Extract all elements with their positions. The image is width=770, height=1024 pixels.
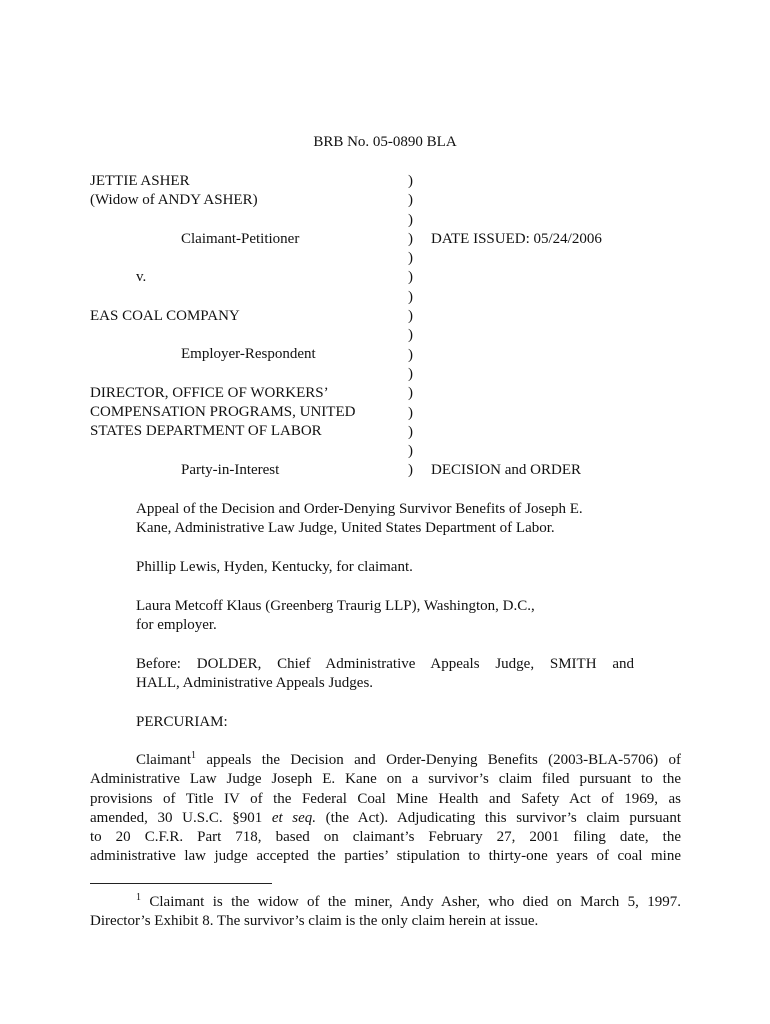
claimant-detail: (Widow of ANDY ASHER) bbox=[90, 192, 258, 208]
counsel-employer-line-1: Laura Metcoff Klaus (Greenberg Traurig LLP), Washington, D.C., bbox=[136, 598, 535, 614]
body-line-5: to 20 C.F.R. Part 718, based on claimant’s February 27, 2001 filing date, the bbox=[90, 829, 681, 846]
footnote-divider bbox=[90, 883, 272, 884]
body-line-6: administrative law judge accepted the parties’ stipulation to thirty-one years of coal mine bbox=[90, 848, 681, 865]
paren: ) bbox=[408, 423, 413, 440]
footnote-line-2: Director’s Exhibit 8. The survivor’s claim is the only claim herein at issue. bbox=[90, 913, 539, 930]
director-line-2: COMPENSATION PROGRAMS, UNITED bbox=[90, 404, 356, 420]
body-line-3: provisions of Title IV of the Federal Coal Mine Health and Safety Act of 1969, as bbox=[90, 790, 681, 807]
paren: ) bbox=[408, 211, 413, 228]
paren: ) bbox=[408, 404, 413, 421]
counsel-employer-line-2: for employer. bbox=[136, 617, 217, 634]
counsel-employer bbox=[136, 597, 636, 636]
body-line-2: Administrative Law Judge Joseph E. Kane on a survivor’s claim filed pursuant to the bbox=[90, 771, 681, 788]
paren: ) bbox=[408, 365, 413, 382]
appeal-line-1: Appeal of the Decision and Order-Denying Survivor Benefits of Joseph E. bbox=[136, 501, 583, 517]
paren: ) bbox=[408, 308, 413, 325]
body-italic: et seq. bbox=[271, 809, 317, 826]
appeal-statement bbox=[136, 500, 636, 539]
paren: ) bbox=[408, 385, 413, 402]
appeal-line-2: Kane, Administrative Law Judge, United States Department of Labor. bbox=[136, 520, 555, 537]
paren: ) bbox=[408, 230, 413, 247]
body-line-4 bbox=[90, 809, 681, 828]
paren: ) bbox=[408, 346, 413, 363]
body-text: (the Act). Adjudicating this survivor’s claim pursuant bbox=[316, 809, 681, 826]
employer-name: EAS COAL COMPANY bbox=[90, 308, 240, 324]
paren: ) bbox=[408, 462, 413, 479]
opinion-paragraph bbox=[90, 751, 681, 867]
director-role: Party-in-Interest bbox=[181, 462, 280, 478]
date-issued: DATE ISSUED: 05/24/2006 bbox=[431, 231, 602, 247]
caption-divider bbox=[408, 172, 413, 481]
footnote-text: Claimant is the widow of the miner, Andy Asher, who died on March 5, 1997. bbox=[141, 894, 681, 910]
body-line-1 bbox=[90, 751, 681, 770]
body-text: amended, 30 U.S.C. §901 bbox=[90, 809, 272, 826]
panel-before bbox=[136, 655, 634, 694]
claimant-name: JETTIE ASHER bbox=[90, 173, 190, 189]
paren: ) bbox=[408, 269, 413, 286]
footnote-marker: 1 bbox=[136, 892, 141, 903]
paren: ) bbox=[408, 443, 413, 460]
footnote-ref[interactable]: 1 bbox=[191, 750, 196, 761]
paren: ) bbox=[408, 192, 413, 209]
footnote-line-1 bbox=[90, 893, 681, 912]
body-text: appeals the Decision and Order-Denying Benefits (2003-BLA-5706) of bbox=[196, 752, 681, 768]
claimant-role: Claimant-Petitioner bbox=[181, 231, 300, 247]
employer-role: Employer-Respondent bbox=[181, 346, 316, 362]
paren: ) bbox=[408, 250, 413, 267]
percuriam-heading: PERCURIAM: bbox=[136, 714, 228, 730]
before-line-1: Before: DOLDER, Chief Administrative Appeals Judge, SMITH and bbox=[136, 656, 634, 672]
decision-title: DECISION and ORDER bbox=[431, 462, 581, 478]
paren: ) bbox=[408, 288, 413, 305]
versus: v. bbox=[136, 269, 147, 285]
director-line-3: STATES DEPARTMENT OF LABOR bbox=[90, 423, 322, 439]
before-line-2: HALL, Administrative Appeals Judges. bbox=[136, 675, 374, 692]
body-text: Claimant bbox=[136, 752, 191, 768]
paren: ) bbox=[408, 173, 413, 189]
docket-number: BRB No. 05-0890 BLA bbox=[313, 134, 457, 150]
footnote bbox=[90, 893, 681, 932]
counsel-claimant: Phillip Lewis, Hyden, Kentucky, for claimant. bbox=[136, 559, 413, 575]
director-line-1: DIRECTOR, OFFICE OF WORKERS’ bbox=[90, 385, 329, 401]
paren: ) bbox=[408, 327, 413, 344]
